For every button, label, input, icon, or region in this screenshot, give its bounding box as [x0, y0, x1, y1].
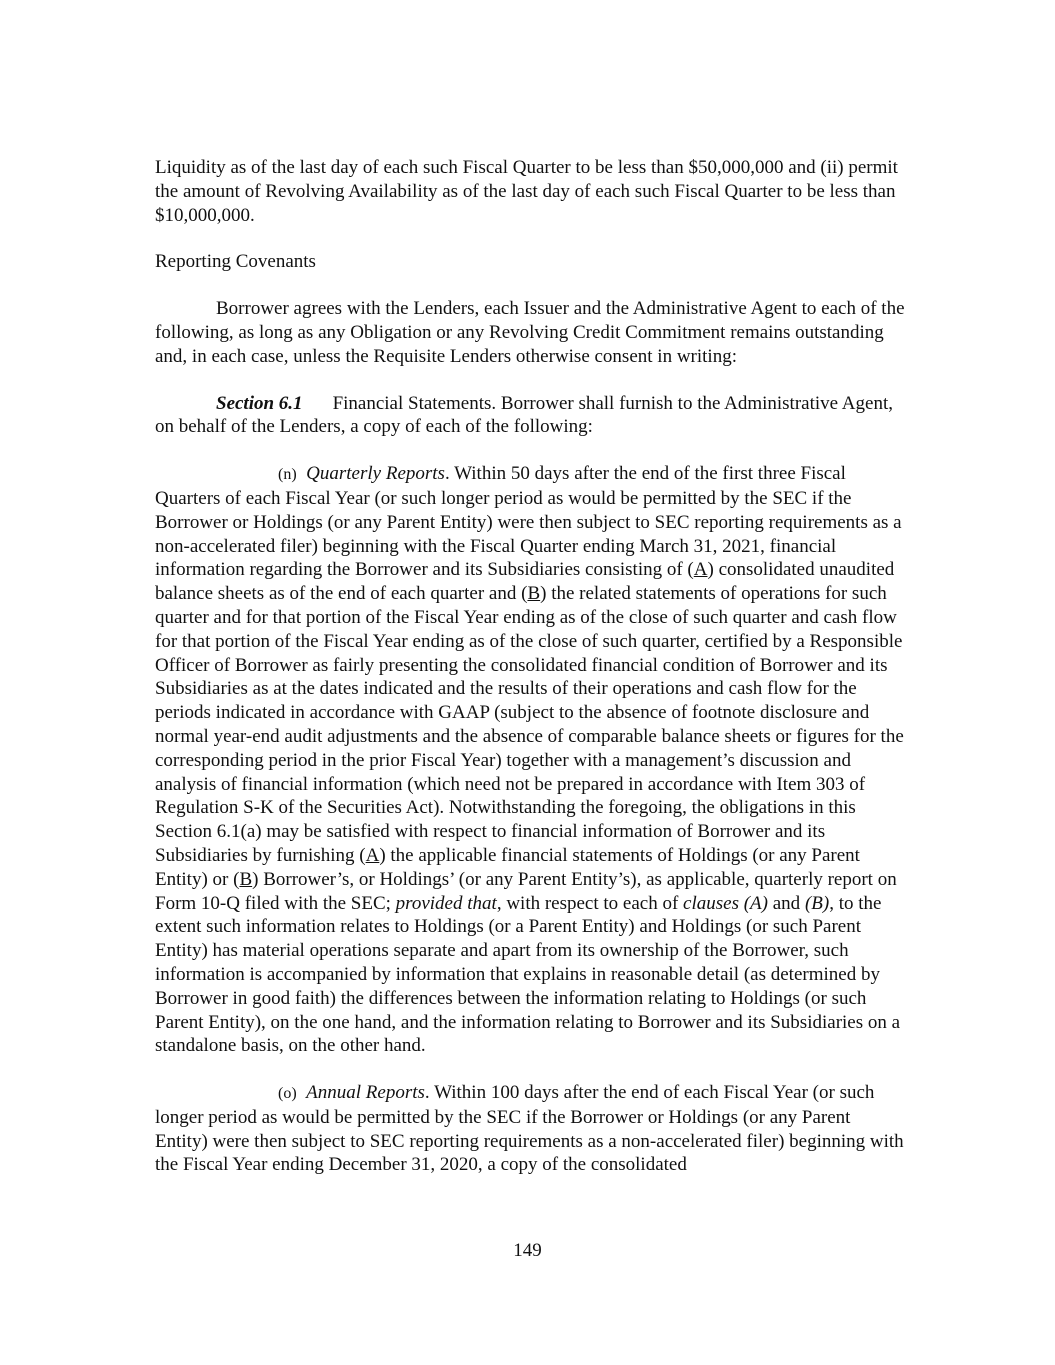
section-text: Borrower shall furnish to the Administrative Agent, on behalf of the Lenders, a copy of each of the following:	[155, 392, 893, 438]
intro-paragraph: Borrower agrees with the Lenders, each Issuer and the Administrative Agent to each of the following, as long as any Obligation or any Revolving Credit Commitment remains outstanding and, in each case, unless the Requisite Lenders otherwise consent in writing:	[155, 298, 905, 367]
section-title: Financial Statements.	[332, 392, 497, 414]
item-text: ) Borrower’s, or Holdings’ (or any Parent Entity’s), as applicable, quarterly report on Form 10-Q filed with the SEC;	[155, 868, 897, 914]
item-text: , with respect to each of	[496, 892, 684, 914]
clause-ref-b: B	[527, 583, 541, 605]
item-title-annual: Annual Reports	[306, 1082, 425, 1104]
item-text: ) the applicable financial statements of Holdings (or any Parent Entity) or (	[155, 844, 860, 890]
item-text: and	[768, 892, 805, 914]
clauses-ref: clauses (A)	[683, 892, 768, 914]
section-6-1-paragraph	[155, 392, 907, 440]
carryover-paragraph: Liquidity as of the last day of each such Fiscal Quarter to be less than $50,000,000 and (ii) permit the amount of Revolving Availability as of the last day of each such Fiscal Quarter to be less than $10,000,000.	[155, 157, 898, 226]
provided-that: provided that	[395, 892, 497, 914]
quarterly-reports-paragraph	[155, 462, 907, 1058]
clause-ref-a: A	[365, 844, 380, 866]
item-text: ) the related statements of operations for such quarter and for that portion of the Fiscal Year ending as of the close of such quarter and cash flow for that portion of the Fiscal Year ending as of the close of such quarter, certified by a Responsible Officer of Borrower as fairly presenting the consolidated financial condition of Borrower and its Subsidiaries as at the dates indicated and the results of their operations and cash flow for the periods indicated in accordance with GAAP (subject to the absence of footnote disclosure and normal year-end audit adjustments and the absence of comparable balance sheets or figures for the corresponding period in the prior Fiscal Year) together with a management’s discussion and analysis of financial information (which need not be prepared in accordance with Item 303 of Regulation S-K of the Securities Act). Notwithstanding the foregoing, the obligations in this Section 6.1(a) may be satisfied with respect to financial information of Borrower and its Subsidiaries by furnishing (	[155, 583, 904, 866]
item-label-o: (o)	[278, 1085, 297, 1103]
item-label-n: (n)	[278, 466, 297, 484]
page-body	[155, 156, 907, 1177]
item-text: . Within 100 days after the end of each Fiscal Year (or such longer period as would be permitted by the SEC if the Borrower or Holdings (or any Parent Entity) were then subject to SEC reporting requirements as a non-accelerated filer) beginning with the Fiscal Year ending December 31, 2020, a copy of the consolidated	[155, 1082, 904, 1176]
clause-ref-a: A	[693, 559, 708, 581]
item-text: . Within 50 days after the end of the first three Fiscal Quarters of each Fiscal Year (or such longer period as would be permitted by the SEC if the Borrower or Holdings (or any Parent Entity) were then subject to SEC reporting requirements as a non-accelerated filer) beginning with the Fiscal Quarter ending March 31, 2021, financial information regarding the Borrower and its Subsidiaries consisting of (	[155, 463, 902, 581]
item-text: , to the extent such information relates to Holdings (or a Parent Entity) and Holdings (or such Parent Entity) has material operations separate and apart from its ownership of the Borrower, such information is accompanied by information that explains in reasonable detail (as determined by Borrower in good faith) the differences between the information relating to Holdings (or such Parent Entity), on the one hand, and the information relating to Borrower and its Subsidiaries on a standalone basis, on the other hand.	[155, 892, 901, 1057]
section-heading: Reporting Covenants	[155, 251, 316, 273]
clause-ref-b: B	[239, 868, 253, 890]
annual-reports-paragraph	[155, 1081, 907, 1177]
section-label: Section 6.1	[216, 392, 303, 414]
item-title-quarterly: Quarterly Reports	[306, 463, 445, 485]
page-number: 149	[513, 1240, 542, 1261]
item-text: ) consolidated unaudited balance sheets as of the end of each quarter and (	[155, 559, 895, 605]
clause-b-ref: (B)	[804, 892, 830, 914]
